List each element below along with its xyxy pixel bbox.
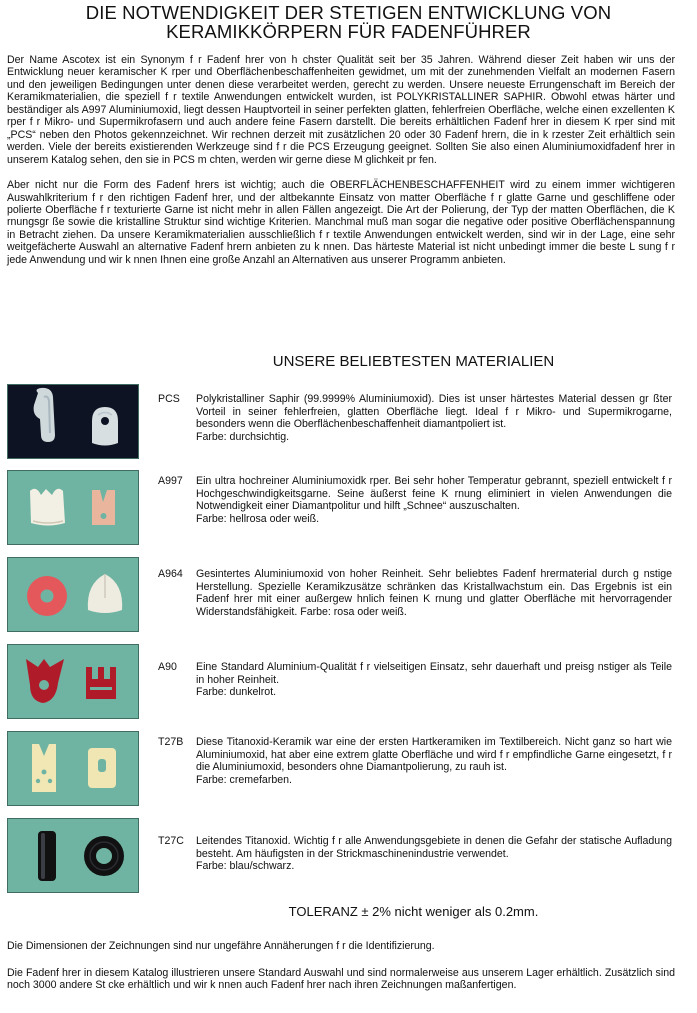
material-color-t27c: Farbe: blau/schwarz. [196,860,295,872]
material-photo-t27b [7,731,139,806]
material-description-t27b [196,736,672,786]
tolerance-note: TOLERANZ ± 2% nicht weniger als 0.2mm. [288,904,539,919]
material-photo-t27c [7,818,139,893]
material-text-pcs: Polykristalliner Saphir (99.9999% Aluminiumoxid). Dies ist unser härtestes Material dessen gr ßter Vorteil in seiner fehlerfreien, glatten Oberfläche liegt. Ideal f r Mikro- und Supermikrogarne, besonders wenn die Oberflächenbeschaffenheit diamantpoliert ist. [196,393,672,430]
material-code-a90: A90 [158,661,177,673]
material-color-a90: Farbe: dunkelrot. [196,686,277,698]
material-description-a90 [196,661,672,699]
material-code-a964: A964 [158,568,183,580]
material-description-a997 [196,475,672,525]
material-text-a90: Eine Standard Aluminium-Qualität f r vielseitigen Einsatz, sehr dauerhaft und preisg nstiger als Teile in hoher Reinheit. [196,661,672,686]
material-description-pcs [196,393,672,443]
material-description-a964 [196,568,672,618]
material-color-a997: Farbe: hellrosa oder weiß. [196,512,320,525]
footer-paragraph-2: Die Fadenf hrer in diesem Katalog illustrieren unsere Standard Auswahl und sind normalerweise aus unserem Lager erhältlich. Zusätzlich sind noch 3000 andere St cke erhältlich und wir k nnen auch Fadenf hrer nach ihren Zeichnungen maßanfertigen. [7,967,675,992]
material-text-t27b: Diese Titanoxid-Keramik war eine der ersten Hartkeramiken im Textilbereich. Nicht ganz so hart wie Aluminiumoxid, hat aber eine extrem glatte Oberfläche und wird f r empfindliche Garne eingesetzt, f r die Aluminiumoxid, besonders ohne Diamantpolierung, zu rauh ist. [196,736,672,773]
material-description-t27c [196,835,672,873]
intro-paragraph-1: Der Name Ascotex ist ein Synonym f r Fadenf hrer von h chster Qualität seit ber 35 Jahren. Während dieser Zeit haben wir uns der Entwicklung neuer keramischer K rper und Oberflächenbeschaffenheiten gewidmet, um mit der zunehmenden Vielfalt an modernen Fasern und den jeweiligen Bedingungen unter denen diese verarbeitet werden, gerecht zu werden. Unsere neueste Errungenschaft im Bereich der Keramikmaterialien, die speziell f r textile Anwendungen entwickelt wurden, ist POLYKRISTALLINER SAPHIR. Obwohl etwas härter und beständiger als A997 Aluminiumoxid, liegt dessen Hauptvorteil in seiner perfekten glatten, fehlerfreien Oberfläche, welche einen exzellenten K rper f r Mikro- und Supermikrofasern und auch andere feine Fasern darstellt. Die bereits erhältlichen Fadenf hrer in diesem K rper sind mit „PCS“ neben den Photos gekennzeichnet. Wir rechnen derzeit mit zusätzlichen 20 oder 30 Fadenf hrern, die in k rzester Zeit erhältlich sein werden. Viele der bereits existierenden Werkzeuge sind f r die PCS Erzeugung geeignet. Sollten Sie also einen Aluminiumoxidfadenf hrer in unserem Katalog sehen, den sie in PCS m chten, werden wir gerne diese M glichkeit pr fen. [7,54,675,166]
title-line-2: KERAMIKKÖRPERN FÜR FADENFÜHRER [166,21,531,42]
intro-paragraph-2: Aber nicht nur die Form des Fadenf hrers ist wichtig; auch die OBERFLÄCHENBESCHAFFENHEIT wird zu einem immer wichtigeren Auswahlkriterium f r den richtigen Fadenf hrer, und der altbekannte Einsatz von matter Oberfläche f r glatte Garne und geschliffene oder polierte Oberfläche f r texturierte Garne ist nicht mehr in allen Fällen angezeigt. Die Art der Polierung, der Typ der matten Oberflächen, die K rnungsgr ße sowie die kristalline Struktur sind wichtige Kriterien. Manchmal muß man sogar die negative oder positive Oberflächenspannung in Betracht ziehen. Da unsere Keramikmaterialien ausschließlich f r textile Anwendungen entwickelt werden, sind wir in der Lage, eine sehr weitgefächerte Auswahl an alternative Fadenf hrern anbieten zu k nnen. Das härteste Material ist nicht unbedingt immer die beste L sung f r jede Anwendung und wir k nnen Ihnen eine große Anzahl an Alternativen aus unserer Programm anbieten. [7,179,675,266]
material-photo-a964 [7,557,139,632]
material-text-a964: Gesintertes Aluminiumoxid von hoher Reinheit. Sehr beliebtes Fadenf hrermaterial durch g nstige Herstellung. Spezielle Keramikzusätze schränken das Kristallwachstum ein. Das Ergebnis ist ein Fadenf hrer mit einer außergew hnlich feinen K rnung und glatter Oberfläche mit hervorragender Widerstandsfähigkeit. Farbe: rosa oder weiß. [196,568,672,618]
title-line-1: DIE NOTWENDIGKEIT DER STETIGEN ENTWICKLUNG VON [85,2,612,23]
material-text-t27c: Leitendes Titanoxid. Wichtig f r alle Anwendungsgebiete in denen die Gefahr der statische Aufladung besteht. Am häufigsten in der Strickmaschinenindustrie verwendet. [196,835,672,860]
material-color-t27b: Farbe: cremefarben. [196,773,292,786]
material-code-t27c: T27C [158,835,184,847]
material-photo-pcs [7,384,139,459]
material-code-pcs: PCS [158,393,180,405]
material-color-pcs: Farbe: durchsichtig. [196,430,290,443]
material-photo-a90 [7,644,139,719]
section-title: UNSERE BELIEBTESTEN MATERIALIEN [272,353,555,370]
material-code-a997: A997 [158,475,183,487]
material-code-t27b: T27B [158,736,184,748]
material-text-a997: Ein ultra hochreiner Aluminiumoxidk rper. Bei sehr hoher Temperatur gebrannt, speziell entwickelt f r Hochgeschwindigkeitsgarne. Seine äußerst feine K rnung eliminiert in vielen Anwendungen die Notwendigkeit einer Diamantpolitur und hilft „Schnee“ auszuschalten. [196,475,672,512]
intro-text [7,54,675,266]
material-photo-a997 [7,470,139,545]
footer-paragraph-1: Die Dimensionen der Zeichnungen sind nur ungefähre Annäherungen f r die Identifizierung. [7,940,435,952]
page-title [0,3,697,41]
